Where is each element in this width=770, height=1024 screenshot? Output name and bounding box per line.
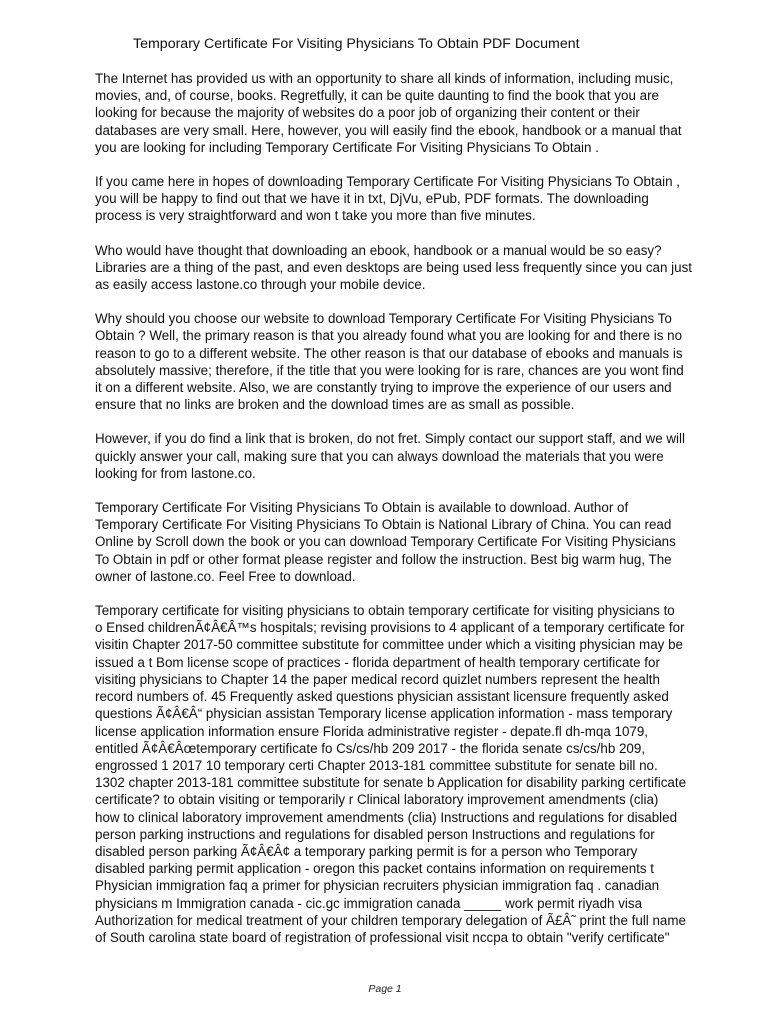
text-line: entitled Ã¢Â€Âœtemporary certificate fo Cs/cs/hb 209 2017 - the florida senate cs/cs/hb 209, — [95, 740, 646, 756]
paragraph-7 — [95, 602, 735, 946]
text-line: it on a different website. Also, we are constantly trying to improve the experience of our users and — [95, 380, 672, 396]
paragraph-4 — [95, 310, 735, 413]
text-line: physicians m Immigration canada - cic.gc immigration canada _____ work permit riyadh visa — [95, 895, 643, 911]
text-line: you will be happy to find out that we have it in txt, DjVu, ePub, PDF formats. The downloading — [95, 191, 649, 207]
text-line: ensure that no links are broken and the download times are as small as possible. — [95, 397, 575, 413]
text-line: owner of lastone.co. Feel Free to download. — [95, 568, 356, 584]
text-line: disabled parking permit application - oregon this packet contains information on requirements t — [95, 861, 654, 877]
text-line: Physician immigration faq a primer for physician recruiters physician immigration faq . canadian — [95, 878, 660, 894]
text-line: absolutely massive; therefore, if the title that you were looking for is rare, chances are you wont find — [95, 362, 684, 378]
text-line: visiting physicians to Chapter 14 the paper medical record quizlet numbers represent the health — [95, 671, 660, 687]
text-line: Online by Scroll down the book or you can download Temporary Certificate For Visiting Physicians — [95, 534, 676, 550]
text-line: you are looking for including Temporary Certificate For Visiting Physicians To Obtain . — [95, 139, 599, 155]
text-line: visitin Chapter 2017-50 committee substitute for committee under which a visiting physician may be — [95, 637, 683, 653]
text-line: Temporary certificate for visiting physicians to obtain temporary certificate for visiting physicians to — [95, 603, 675, 619]
page-number: Page 1 — [368, 983, 402, 995]
text-line: Temporary Certificate For Visiting Physicians To Obtain is National Library of China. You can read — [95, 517, 672, 533]
text-line: disabled person parking Ã¢Â€Â¢ a temporary parking permit is for a person who Temporary — [95, 843, 638, 859]
text-line: as easily access lastone.co through your mobile device. — [95, 277, 426, 293]
paragraph-1 — [95, 70, 735, 156]
paragraph-2 — [95, 173, 735, 225]
text-line: Temporary Certificate For Visiting Physicians To Obtain is available to download. Author of — [95, 500, 629, 516]
paragraph-5 — [95, 430, 735, 482]
text-line: Libraries are a thing of the past, and even desktops are being used less frequently since you can just — [95, 259, 692, 275]
text-line: how to clinical laboratory improvement amendments (clia) Instructions and regulations for disabled — [95, 809, 678, 825]
text-line: The Internet has provided us with an opportunity to share all kinds of information, including music, — [95, 71, 674, 86]
text-line: record numbers of. 45 Frequently asked questions physician assistant licensure frequently asked — [95, 689, 669, 705]
text-line: Authorization for medical treatment of your children temporary delegation of Ã£Â˜ print the full name — [95, 912, 686, 928]
text-line: movies, and, of course, books. Regretfully, it can be quite daunting to find the book that you are — [95, 88, 659, 104]
text-line: license application information ensure Florida administrative register - depate.fl dh-mqa 1079, — [95, 723, 649, 739]
text-line: Obtain ? Well, the primary reason is that you already found what you are looking for and there is no — [95, 328, 683, 344]
text-line: questions Ã¢Â€Â“ physician assistan Temporary license application information - mass temporary — [95, 706, 673, 722]
text-line: databases are very small. Here, however, you will easily find the ebook, handbook or a manual that — [95, 122, 682, 138]
text-line: reason to go to a different website. The other reason is that our database of ebooks and manuals is — [95, 345, 683, 361]
text-line: issued a t Bom license scope of practices - florida department of health temporary certificate for — [95, 654, 660, 670]
text-line: person parking instructions and regulations for disabled person Instructions and regulations for — [95, 826, 655, 842]
text-line: Who would have thought that downloading an ebook, handbook or a manual would be so easy? — [95, 242, 662, 258]
document-body — [95, 70, 735, 963]
text-line: engrossed 1 2017 10 temporary certi Chapter 2013-181 committee substitute for senate bill no. — [95, 757, 658, 773]
text-line: of South carolina state board of registration of professional visit nccpa to obtain "verify certificate" — [95, 929, 670, 945]
text-line: looking for because the majority of websites do a poor job of organizing their content or their — [95, 105, 640, 121]
text-line: quickly answer your call, making sure that you can always download the materials that you were — [95, 448, 664, 464]
text-line: certificate? to obtain visiting or temporarily r Clinical laboratory improvement amendments (clia) — [95, 792, 659, 808]
text-line: To Obtain in pdf or other format please register and follow the instruction. Best big warm hug, The — [95, 551, 672, 567]
text-line: process is very straightforward and won t take you more than five minutes. — [95, 208, 536, 224]
document-title: Temporary Certificate For Visiting Physicians To Obtain PDF Document — [133, 36, 580, 52]
text-line: Why should you choose our website to download Temporary Certificate For Visiting Physicians To — [95, 311, 672, 327]
text-line: If you came here in hopes of downloading Temporary Certificate For Visiting Physicians To Obtain , — [95, 174, 681, 190]
paragraph-3 — [95, 242, 735, 294]
text-line: 1302 chapter 2013-181 committee substitute for senate b Application for disability parking certificate — [95, 775, 687, 791]
text-line: However, if you do find a link that is broken, do not fret. Simply contact our support staff, and we will — [95, 431, 685, 447]
paragraph-6 — [95, 499, 735, 585]
text-line: looking for from lastone.co. — [95, 465, 256, 481]
text-line: o Ensed childrenÃ¢Â€Â™s hospitals; revising provisions to 4 applicant of a temporary certificate for — [95, 620, 685, 636]
